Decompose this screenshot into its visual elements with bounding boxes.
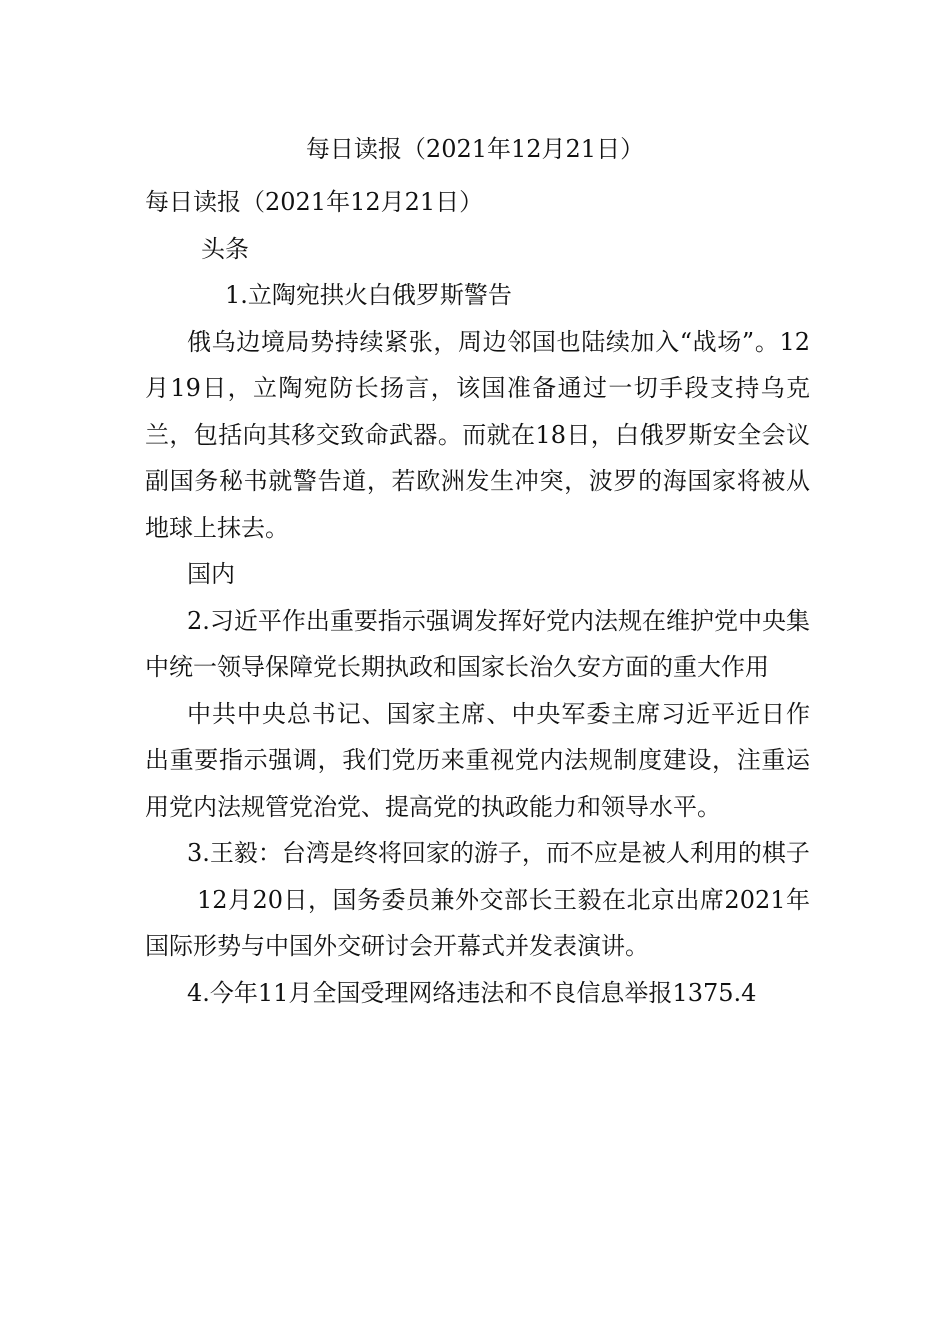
article-body-3: 12月20日，国务委员兼外交部长王毅在北京出席2021年国际形势与中国外交研讨会开幕式并发表演讲。 <box>145 885 810 960</box>
article-title-3: 3.王毅：台湾是终将回家的游子，而不应是被人利用的棋子 <box>187 839 810 867</box>
article-title-4: 4.今年11月全国受理网络违法和不良信息举报1375.4 <box>187 978 757 1007</box>
article-title-1: 1.立陶宛拱火白俄罗斯警告 <box>225 281 512 309</box>
document-subtitle: 每日读报（2021年12月21日） <box>145 188 484 216</box>
document-title: 每日读报（2021年12月21日） <box>305 135 645 163</box>
section-heading-headline: 头条 <box>201 234 249 263</box>
article-body-1: 俄乌边境局势持续紧张，周边邻国也陆续加入“战场”。12月19日，立陶宛防长扬言，该国准备通过一切手段支持乌克兰，包括向其移交致命武器。而就在18日，白俄罗斯安全会议副国务秘书就警告道，若欧洲发生冲突，波罗的海国家将被从地球上抹去。 <box>145 327 810 542</box>
article-body-2: 中共中央总书记、国家主席、中央军委主席习近平近日作出重要指示强调，我们党历来重视党内法规制度建设，注重运用党内法规管党治党、提高党的执政能力和领导水平。 <box>145 699 810 821</box>
section-heading-domestic: 国内 <box>187 560 235 588</box>
article-title-2: 2.习近平作出重要指示强调发挥好党内法规在维护党中央集中统一领导保障党长期执政和国家长治久安方面的重大作用 <box>145 606 810 681</box>
document-body <box>145 179 810 1016</box>
